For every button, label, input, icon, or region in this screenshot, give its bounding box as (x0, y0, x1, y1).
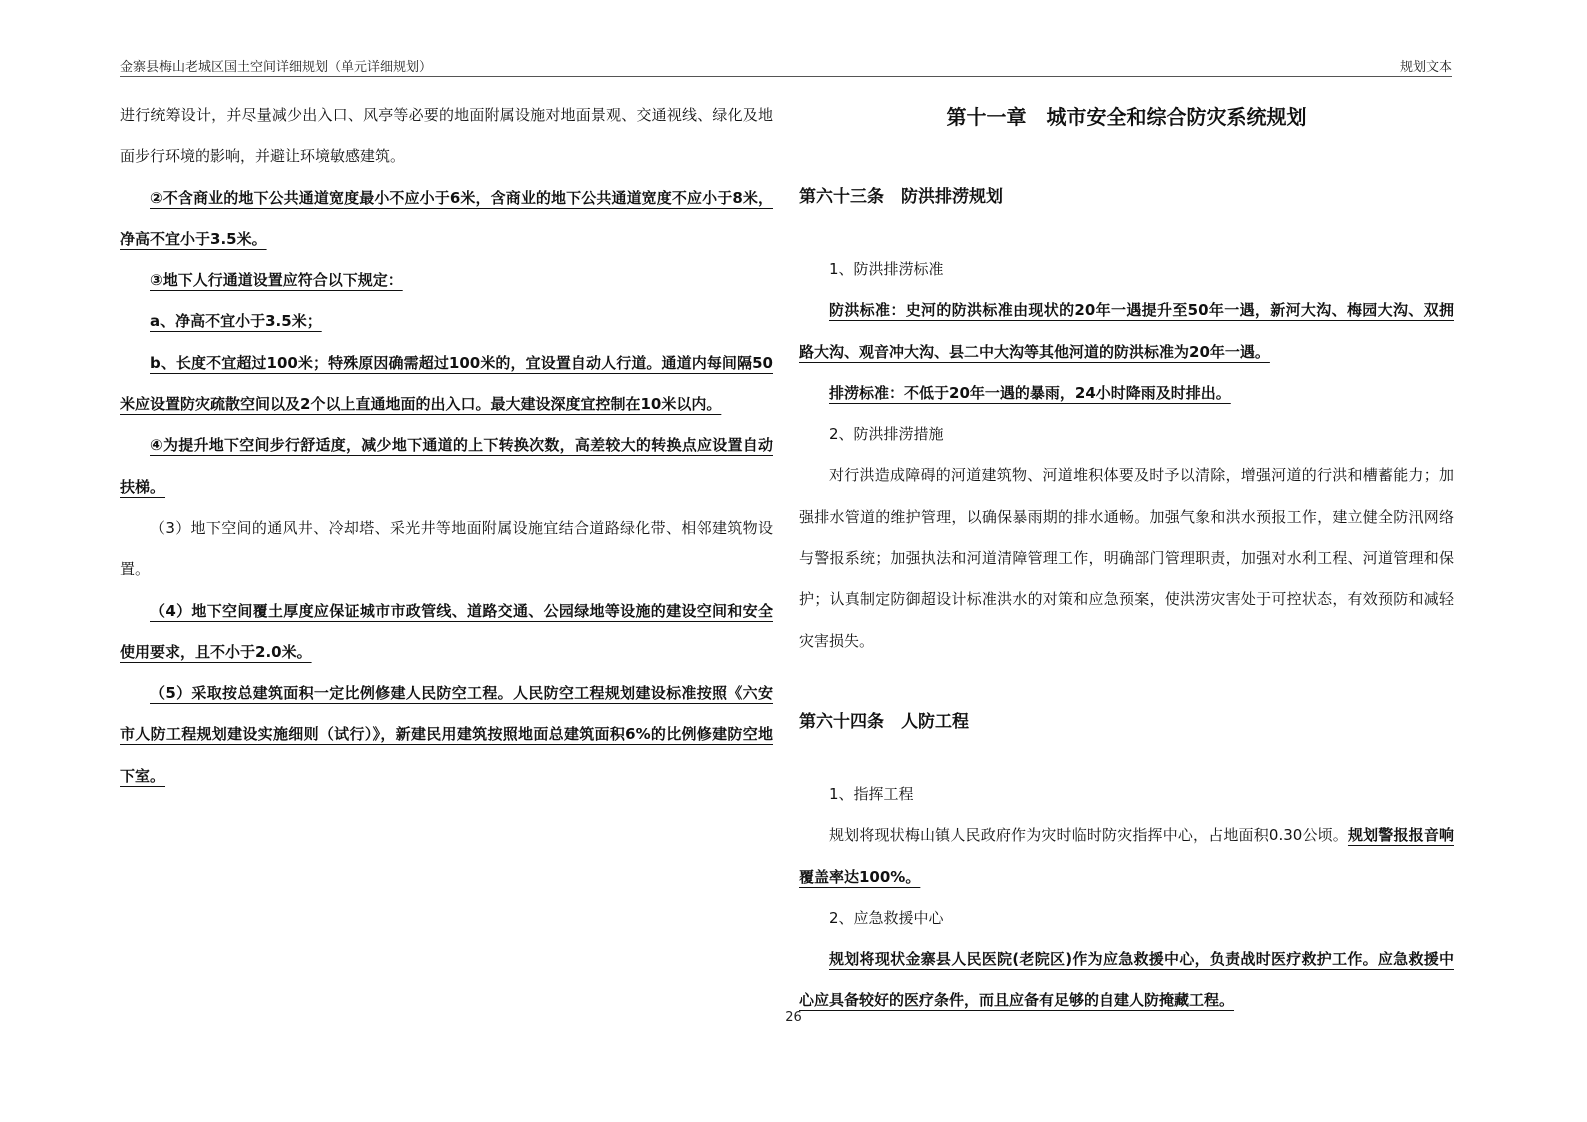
paragraph-flood-standard: 防洪标准：史河的防洪标准由现状的20年一遇提升至50年一遇，新河大沟、梅园大沟、双拥路大沟、观音冲大沟、县二中大沟等其他河道的防洪标准为20年一遇。 (799, 301, 1454, 361)
page-number: 26 (785, 1010, 802, 1025)
spacer (799, 219, 1454, 249)
command-center-text: 规划将现状梅山镇人民政府作为灾时临时防灾指挥中心，占地面积0.30公顷。 (829, 826, 1348, 845)
section-flood-measures-heading: 2、防洪排涝措施 (829, 425, 944, 444)
spacer (799, 744, 1454, 774)
paragraph-rule-a: a、净高不宜小于3.5米； (150, 312, 322, 331)
spacer (799, 139, 1454, 175)
section-flood-standard-heading: 1、防洪排涝标准 (829, 260, 944, 278)
paragraph-command-center (799, 815, 1454, 898)
paragraph-flood-measures: 对行洪造成障碍的河道建筑物、河道堆积体要及时予以清除，增强河道的行洪和槽蓄能力；加强排水管道的维护管理，以确保暴雨期的排水通畅。加强气象和洪水预报工作，建立健全防汛网络与警报系统；加强执法和河道清障管理工作，明确部门管理职责，加强对水利工程、河道管理和保护；认真制定防御超设计标准洪水的对策和应急预案，使洪涝灾害处于可控状态，有效预防和减轻灾害损失。 (799, 466, 1454, 650)
section-rescue-heading: 2、应急救援中心 (829, 908, 944, 927)
article-64-title: 第六十四条 人防工程 (799, 711, 969, 732)
document-header-title: 金寨县梅山老城区国土空间详细规划（单元详细规划） (120, 60, 433, 75)
paragraph-pedestrian-passage-rules: ③地下人行通道设置应符合以下规定： (150, 271, 403, 290)
paragraph-escalator: ④为提升地下空间步行舒适度，减少地下通道的上下转换次数，高差较大的转换点应设置自动扶梯。 (120, 436, 773, 496)
section-command-heading: 1、指挥工程 (829, 784, 914, 803)
article-63-title: 第六十三条 防洪排涝规划 (799, 187, 1003, 207)
header-divider (120, 76, 1452, 77)
paragraph-passage-width: ②不含商业的地下公共通道宽度最小不应小于6米，含商业的地下公共通道宽度不应小于8米，净高不宜小于3.5米。 (120, 188, 773, 248)
paragraph-ancillary-facilities: （3）地下空间的通风井、冷却塔、采光井等地面附属设施宜结合道路绿化带、相邻建筑物设置。 (120, 518, 773, 579)
alarm-coverage-text: 规划警报报音响覆盖率达100%。 (799, 826, 1454, 886)
right-column (799, 95, 1454, 1022)
document-header-type: 规划文本 (1399, 60, 1452, 75)
paragraph-rule-b: b、长度不宜超过100米；特殊原因确需超过100米的，宜设置自动人行道。通道内每间隔50米应设置防灾疏散空间以及2个以上直通地面的出入口。最大建设深度宜控制在10米以内。 (120, 353, 773, 414)
paragraph-soil-cover: （4）地下空间覆土厚度应保证城市市政管线、道路交通、公园绿地等设施的建设空间和安全使用要求，且不小于2.0米。 (120, 601, 773, 661)
paragraph-civil-air-defense: （5）采取按总建筑面积一定比例修建人民防空工程。人民防空工程规划建设标准按照《六安市人防工程规划建设实施细则（试行）》，新建民用建筑按照地面总建筑面积6%的比例修建防空地下室。 (120, 684, 773, 785)
paragraph-continuation: 进行统筹设计，并尽量减少出入口、风亭等必要的地面附属设施对地面景观、交通视线、绿化及地面步行环境的影响，并避让环境敏感建筑。 (120, 106, 773, 166)
left-column (120, 95, 773, 797)
paragraph-rescue-center: 规划将现状金寨县人民医院(老院区)作为应急救援中心，负责战时医疗救护工作。应急救援中心应具备较好的医疗条件，而且应备有足够的自建人防掩藏工程。 (799, 950, 1454, 1010)
paragraph-drainage-standard: 排涝标准：不低于20年一遇的暴雨，24小时降雨及时排出。 (829, 383, 1231, 402)
chapter-title: 第十一章 城市安全和综合防灾系统规划 (946, 105, 1307, 129)
spacer (799, 662, 1454, 700)
